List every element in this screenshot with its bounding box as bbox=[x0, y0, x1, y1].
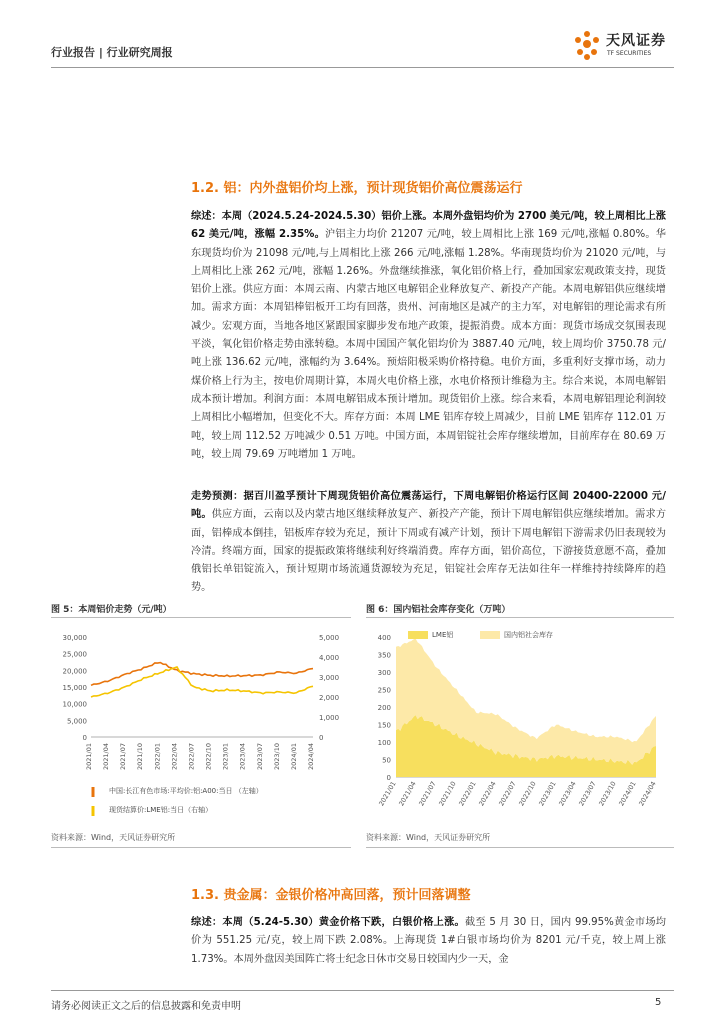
y-axis-tick-label: 100 bbox=[377, 739, 391, 747]
legend-swatch-lme bbox=[408, 631, 428, 639]
x-axis-tick-label: 2022/07 bbox=[187, 743, 196, 771]
aluminum-inventory-chart bbox=[366, 625, 674, 825]
legend-label-cn: 中国:长江有色市场:平均价:铝:A00:当日 （左轴） bbox=[109, 787, 263, 795]
right-axis-tick-label: 4,000 bbox=[319, 654, 340, 662]
legend-label-lme: LME铝 bbox=[432, 631, 454, 639]
left-axis-tick-label: 5,000 bbox=[66, 717, 87, 726]
figure5-caption: 图 5：本周铝价走势（元/吨） bbox=[51, 605, 172, 615]
left-axis-ticks bbox=[63, 634, 88, 742]
aluminum-summary-lead: 综述：本周（2024.5.24-2024.5.30）铝价上涨。本周外盘铝均价为 2700 美元/吨，较上周相比上涨 62 美元/吨，涨幅 2.35%。 bbox=[191, 211, 666, 241]
page-number: 5 bbox=[655, 997, 662, 1008]
legend-label-lme: 现货结算价:LME铝:当日（右轴） bbox=[109, 806, 213, 814]
right-axis-tick-label: 0 bbox=[319, 734, 324, 742]
aluminum-summary-body: 沪铝主力均价 21207 元/吨，较上周相比上涨 169 元/吨,涨幅 0.80%。华东现货均价为 21098 元/吨,与上周相比上涨 266 元/吨,涨幅 1.28%。华南现货均价为 21020 元/吨，与上周相比上涨 262 元/吨，涨幅 1.26%。外盘继续推涨，氧化铝价格上行，叠加国家宏观政策支持，现货铝价上涨。供应方面：本周云南、内蒙古地区电解铝企业释放复产、新投产产能。本周电解铝供应继续增加。需求方面：本周铝棒铝板开工均有回落，贵州、河南地区是减产的主力军，对电解铝的理论需求有所减少。宏观方面，当地各地区紧跟国家脚步发布地产政策，提振消费。成本方面：现货市场成交氛围表现平淡，氧化铝价格走势由涨转稳。本周中国国产氧化铝均价为 3887.40 元/吨，较上周均价 3750.78 元/吨上涨 136.62 元/吨，涨幅约为 3.64%。预焙阳极采购价格持稳。电价方面，多重利好支撑市场，动力煤价格上行为主，按电价周期计算，本周火电价格上涨，水电价格预计维稳为主。综合来说，本周电解铝成本预计增加。利润方面：本周电解铝成本预计增加。现货铝价上涨。综合来看，本周电解铝理论利润较上周相比小幅增加，但变化不大。库存方面：本周 LME 铝库存较上周减少，目前 LME 铝库存 112.01 万吨，较上周 112.52 万吨减少 0.51 万吨。中国方面，本周铝锭社会库存继续增加，目前库存在 80.69 万吨，较上周 79.69 万吨增加 1 万吨。 bbox=[191, 229, 666, 460]
y-axis-tick-label: 300 bbox=[377, 669, 391, 677]
y-axis-ticks bbox=[378, 634, 391, 782]
header-divider bbox=[51, 67, 674, 68]
x-axis-tick-label: 2023/01 bbox=[537, 780, 558, 808]
x-axis-tick-label: 2022/01 bbox=[153, 743, 162, 771]
left-axis-tick-label: 10,000 bbox=[62, 700, 87, 709]
left-axis-tick-label: 30,000 bbox=[62, 634, 87, 642]
section-title-precious-metals: 1.3. 贵金属：金银价格冲高回落，预计回落调整 bbox=[191, 888, 471, 903]
y-axis-tick-label: 0 bbox=[386, 774, 391, 782]
footer-disclaimer: 请务必阅读正文之后的信息披露和免责申明 bbox=[51, 1001, 241, 1012]
aluminum-forecast-body: 供应方面，云南以及内蒙古地区继续释放复产、新投产产能，预计下周电解铝供应继续增加。需求方面，铝棒成本倒挂，铝板库存较为充足，预计下周或有减产计划，预计下周电解铝下游需求仍旧表现较为冷清。终端方面，国家的提振政策将继续利好终端消费。库存方面，铝价高位，下游接货意愿不高，叠加俄铝长单铝锭流入，预计短期市场流通货源较为充足，铝锭社会库存无法如往年一样维持持续降库的趋势。 bbox=[191, 509, 667, 594]
x-axis-tick-label: 2021/04 bbox=[397, 780, 418, 808]
section-title-aluminum: 1.2. 铝：内外盘铝价均上涨，预计现货铝价高位震荡运行 bbox=[191, 181, 523, 196]
x-axis-tick-label: 2024/04 bbox=[637, 780, 658, 808]
left-axis-tick-label: 0 bbox=[82, 734, 87, 742]
x-axis-tick-label: 2021/10 bbox=[136, 743, 145, 771]
x-axis-tick-label: 2021/10 bbox=[437, 780, 458, 808]
legend-swatch-domestic bbox=[480, 631, 500, 639]
x-axis-tick-label: 2024/04 bbox=[307, 743, 315, 771]
figure6-chart bbox=[366, 625, 674, 825]
figure5-source: 资料来源：Wind，天风证券研究所 bbox=[51, 833, 176, 842]
x-axis-tick-label: 2022/04 bbox=[170, 743, 179, 771]
x-axis-tick-label: 2023/10 bbox=[272, 743, 281, 771]
x-axis-tick-label: 2023/07 bbox=[577, 780, 598, 808]
precious-summary-body: 截至 5 月 30 日，国内 99.95%黄金市场均价为 551.25 元/克，较上周下跌 2.08%。上海现货 1#白银市场均价为 8201 元/千克，较上周上涨 1.73%。本周外盘因美国阵亡将士纪念日休市交易日较国内少一天，金 bbox=[191, 917, 666, 965]
x-axis-ticks bbox=[85, 737, 315, 770]
x-axis-ticks bbox=[377, 777, 657, 807]
x-axis-tick-label: 2021/01 bbox=[85, 743, 93, 771]
logo-text-en: TF SECURITIES bbox=[607, 50, 652, 57]
figure5-top-rule bbox=[51, 617, 351, 618]
y-axis-tick-label: 150 bbox=[377, 721, 391, 730]
figure5-chart bbox=[51, 625, 351, 825]
x-axis-tick-label: 2024/01 bbox=[289, 743, 298, 771]
x-axis-tick-label: 2022/10 bbox=[204, 743, 213, 771]
figure6-bottom-rule bbox=[366, 847, 674, 848]
left-axis-tick-label: 25,000 bbox=[62, 650, 87, 659]
x-axis-tick-label: 2021/07 bbox=[417, 780, 438, 808]
y-axis-tick-label: 400 bbox=[377, 634, 391, 642]
figure6-source: 资料来源：Wind，天风证券研究所 bbox=[366, 833, 491, 842]
right-axis-tick-label: 3,000 bbox=[319, 674, 340, 682]
x-axis-tick-label: 2021/07 bbox=[119, 743, 128, 771]
x-axis-tick-label: 2022/10 bbox=[517, 780, 538, 808]
x-axis-tick-label: 2023/01 bbox=[221, 743, 230, 771]
right-axis-tick-label: 1,000 bbox=[319, 714, 340, 722]
footer-divider bbox=[51, 990, 674, 991]
y-axis-tick-label: 200 bbox=[377, 704, 391, 712]
x-axis-tick-label: 2021/01 bbox=[377, 780, 398, 808]
right-axis-ticks bbox=[319, 634, 339, 742]
precious-summary-paragraph bbox=[191, 914, 666, 969]
aluminum-summary-paragraph bbox=[191, 208, 666, 464]
aluminum-forecast-paragraph bbox=[191, 488, 666, 598]
left-axis-tick-label: 15,000 bbox=[62, 684, 87, 692]
x-axis-tick-label: 2022/07 bbox=[497, 780, 518, 808]
logo-mark-icon bbox=[570, 28, 604, 62]
y-axis-tick-label: 250 bbox=[377, 686, 391, 695]
x-axis-tick-label: 2022/01 bbox=[457, 780, 478, 808]
x-axis-tick-label: 2023/10 bbox=[597, 780, 618, 808]
legend-label-domestic: 国内铝社会库存 bbox=[504, 631, 553, 639]
x-axis-tick-label: 2023/04 bbox=[238, 743, 247, 771]
company-logo bbox=[570, 28, 690, 62]
figure5-bottom-rule bbox=[51, 847, 351, 848]
precious-summary-lead: 综述：本周（5.24-5.30）黄金价格下跌，白银价格上涨。 bbox=[191, 917, 465, 928]
logo-text-cn: 天风证券 bbox=[606, 33, 666, 49]
figure6-caption: 图 6：国内铝社会库存变化（万吨） bbox=[366, 605, 511, 615]
series-line-cn-aluminum bbox=[91, 663, 313, 686]
x-axis-tick-label: 2023/07 bbox=[255, 743, 264, 771]
right-axis-tick-label: 5,000 bbox=[319, 634, 340, 642]
x-axis-tick-label: 2022/04 bbox=[477, 780, 498, 808]
right-axis-tick-label: 2,000 bbox=[319, 694, 340, 702]
left-axis-tick-label: 20,000 bbox=[62, 667, 87, 676]
aluminum-forecast-lead: 走势预测：据百川盈孚预计下周现货铝价高位震荡运行，下周电解铝价格运行区间 20400-22000 元/吨。 bbox=[191, 491, 666, 521]
y-axis-tick-label: 350 bbox=[377, 651, 391, 660]
x-axis-tick-label: 2024/01 bbox=[617, 780, 638, 808]
figure6-top-rule bbox=[366, 617, 674, 618]
header-title: 行业报告 | 行业研究周报 bbox=[51, 46, 173, 59]
x-axis-tick-label: 2023/04 bbox=[557, 780, 578, 808]
y-axis-tick-label: 50 bbox=[382, 756, 391, 765]
x-axis-tick-label: 2021/04 bbox=[102, 743, 111, 771]
